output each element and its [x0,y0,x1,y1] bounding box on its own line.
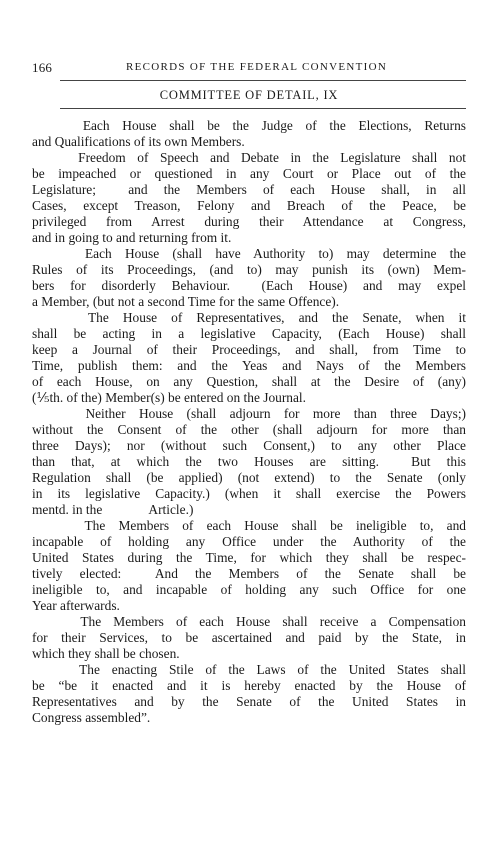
text-line: Cases, except Treason, Felony and Breach of the Peace, be [32,198,466,213]
text-line: and in going to and returning from it. [32,230,232,245]
text-line: be “be it enacted and it is hereby enacted by the House of [32,678,466,693]
text-line: tively elected: And the Members of the Senate shall be [32,566,466,581]
text-line: Congress assembled”. [32,710,151,725]
text-line: and Qualifications of its own Members. [32,134,245,149]
running-head [32,60,466,78]
text-line: The House of Representatives, and the Senate, when it [32,310,466,325]
text-line: Neither House (shall adjourn for more than three Days;) [32,406,466,421]
section-heading: COMMITTEE OF DETAIL, IX [159,88,339,102]
page-number: 166 [32,60,53,75]
text-line: than that, at which the two Houses are sitting. But this [32,454,466,469]
text-line: be impeached or questioned in any Court or Place out of the [32,166,466,181]
heading-rule-lower [60,108,466,109]
text-line: keep a Journal of their Proceedings, and shall, from Time to [32,342,466,357]
text-line: incapable of holding any Office under the Authority of the [32,534,466,549]
text-line: Freedom of Speech and Debate in the Legislature shall not [32,150,466,165]
text-line: Each House shall be the Judge of the Elections, Returns [32,118,466,133]
text-line: three Days); nor (without such Consent,) to any other Place [32,438,466,453]
text-line: Legislature; and the Members of each House shall, in all [32,182,466,197]
text-line: bers for disorderly Behaviour. (Each House) and may expel [32,278,466,293]
text-line: a Member, (but not a second Time for the same Offence). [32,294,340,309]
text-line: for their Services, to be ascertained and paid by the State, in [32,630,466,645]
text-line: Time, publish them: and the Yeas and Nays of the Members [32,358,466,373]
text-line: without the Consent of the other (shall adjourn for more than [32,422,466,437]
text-line: of each House, on any Question, shall at the Desire of (any) [32,374,466,389]
text-line: in its legislative Capacity.) (when it shall exercise the Powers [32,486,466,501]
text-line: shall be acting in a legislative Capacity, (Each House) shall [32,326,466,341]
text-line: privileged from Arrest during their Attendance at Congress, [32,214,466,229]
text-line: The enacting Stile of the Laws of the United States shall [32,662,466,677]
text-line: (⅕th. of the) Member(s) be entered on the Journal. [32,390,307,405]
text-line: Rules of its Proceedings, (and to) may punish its (own) Mem- [32,262,466,277]
text-line: mentd. in the Article.) [32,502,194,517]
text-line: which they shall be chosen. [32,646,180,661]
text-line: Year afterwards. [32,598,120,613]
text-line: The Members of each House shall receive a Compensation [32,614,466,629]
text-line: Regulation shall (be applied) (not extend) to the Senate (only [32,470,466,485]
text-line: ineligible to, and incapable of holding any such Office for one [32,582,466,597]
running-head-title: RECORDS OF THE FEDERAL CONVENTION [126,61,388,73]
text-line: Each House (shall have Authority to) may determine the [32,246,466,261]
body-text [32,118,466,726]
text-line: The Members of each House shall be ineligible to, and [32,518,466,533]
text-line: Representatives and by the Senate of the United States in [32,694,466,709]
text-line: United States during the Time, for which they shall be respec- [32,550,466,565]
heading-rule-upper [60,80,466,81]
